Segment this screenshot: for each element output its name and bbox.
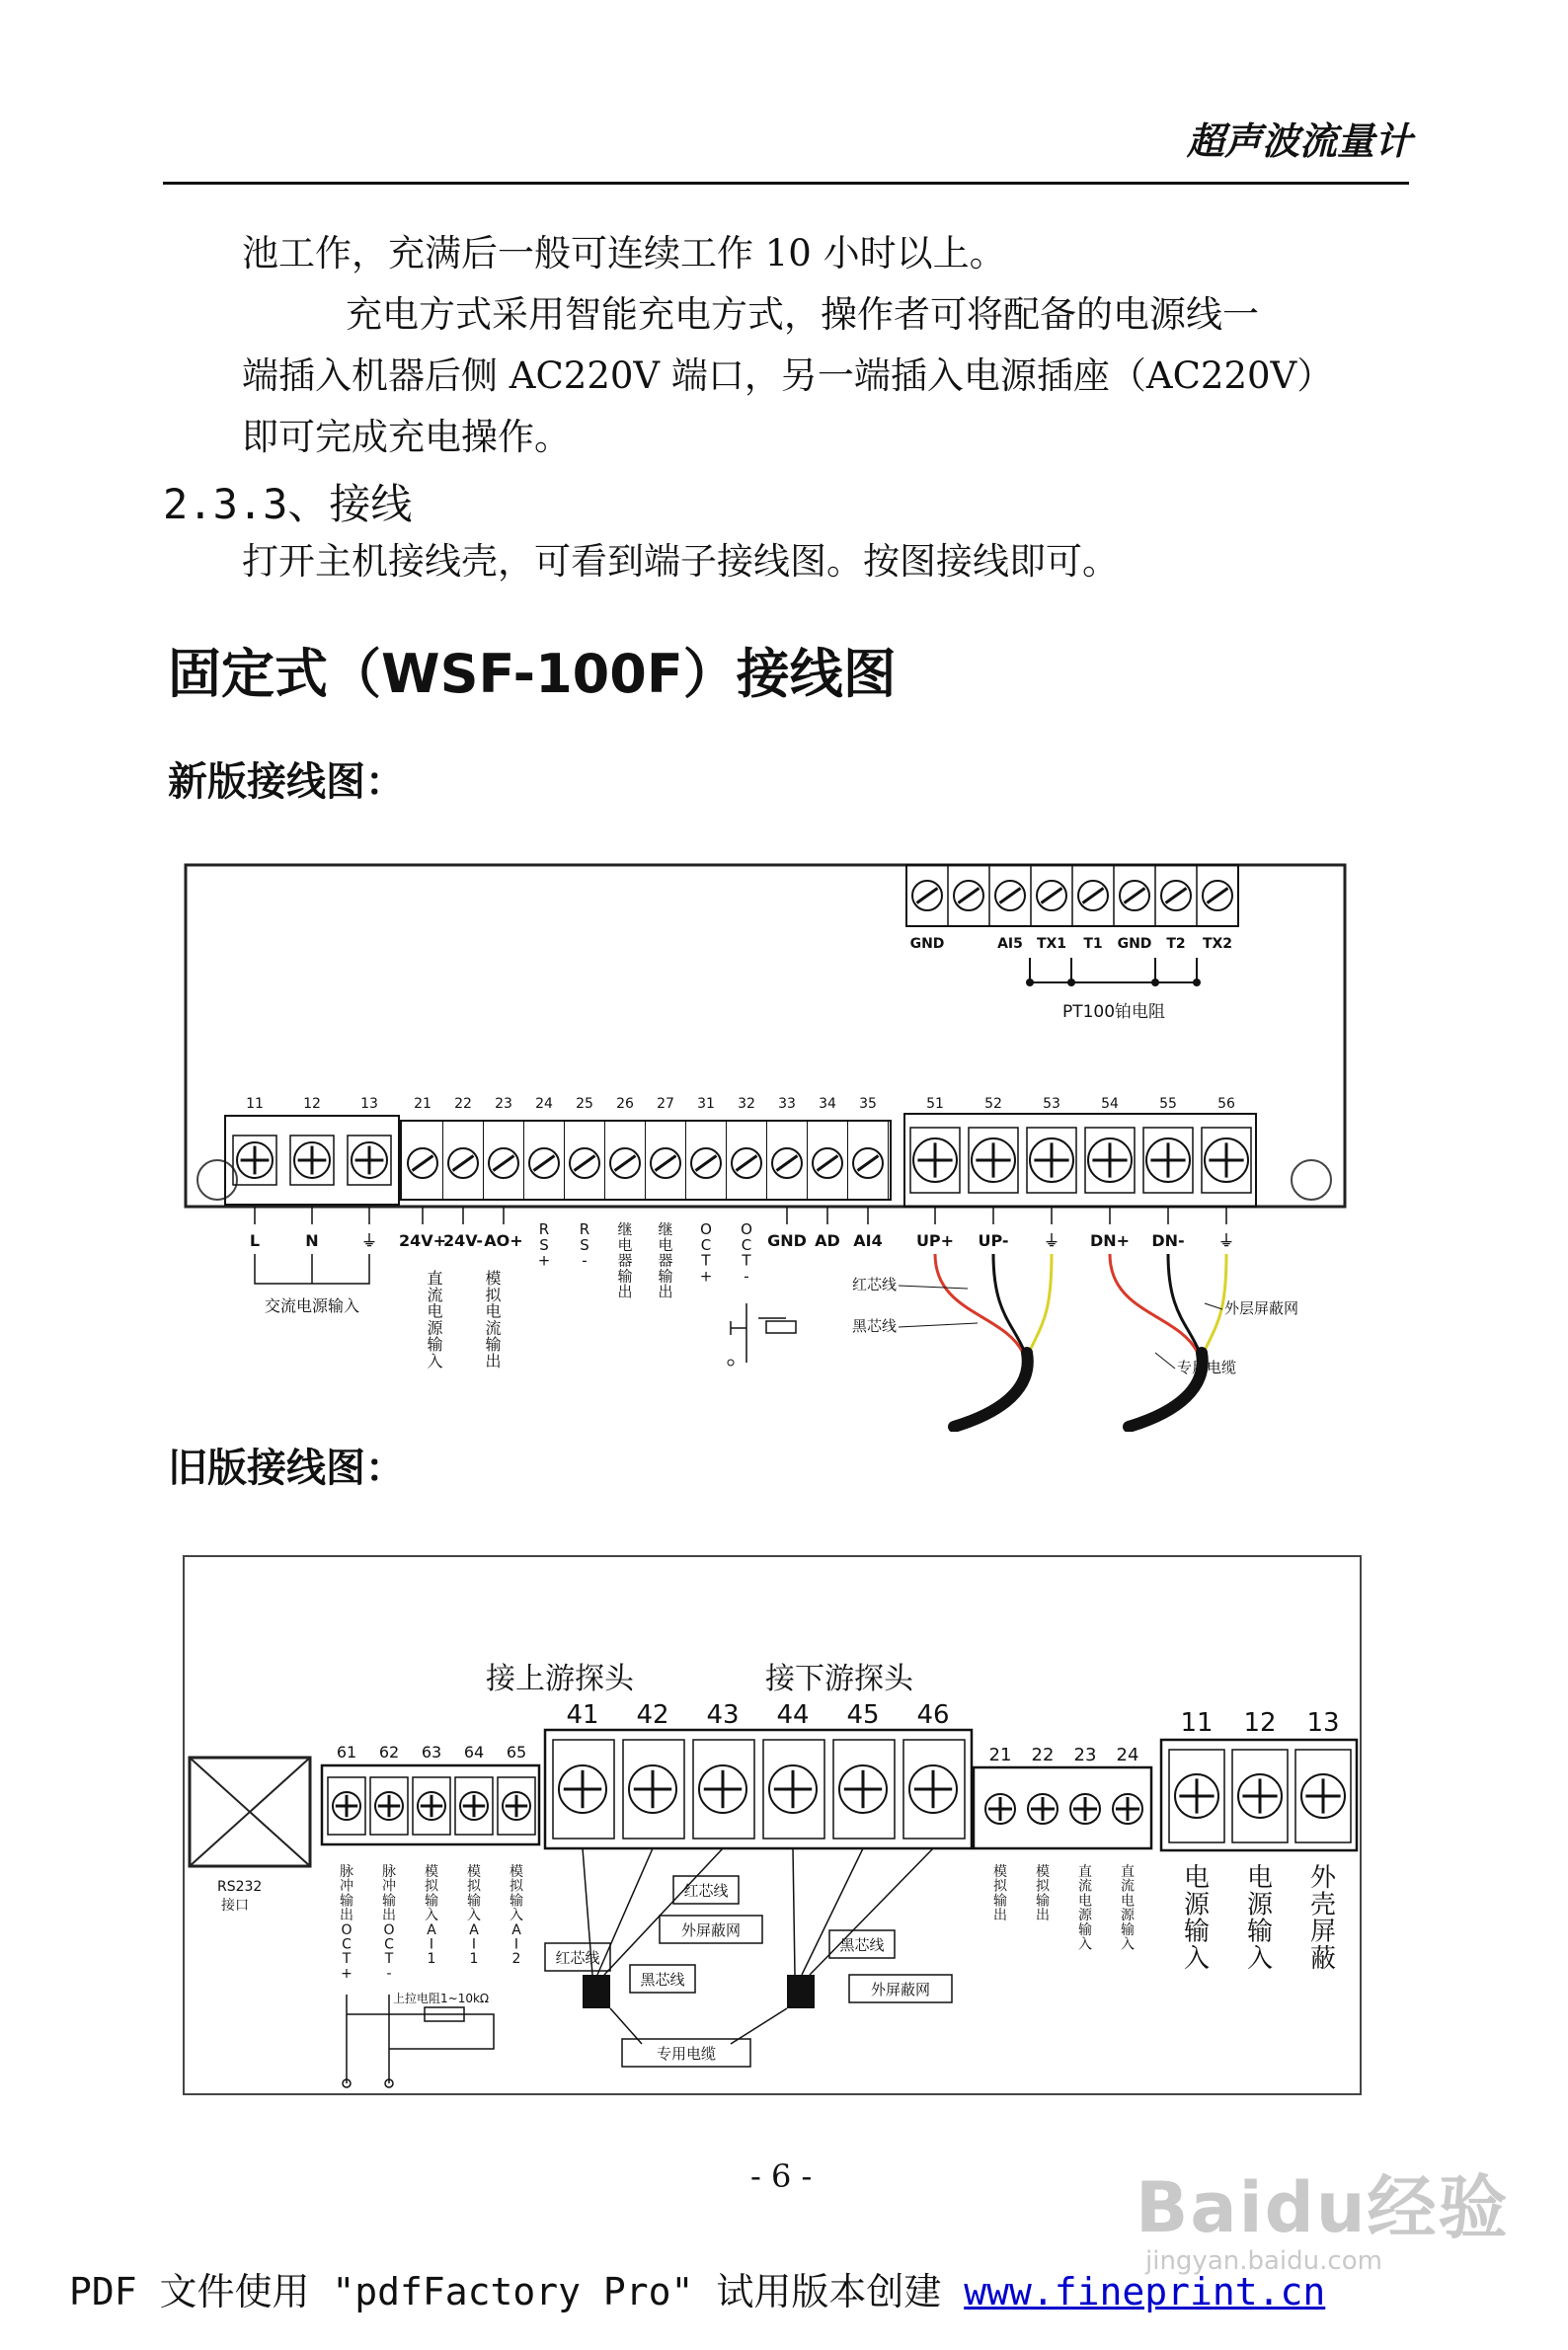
footer — [69, 2261, 1325, 2315]
top-screw-slot — [1042, 889, 1062, 903]
old-resistor-label: 上拉电阻1~10kΩ — [393, 1992, 490, 2005]
terminal-bottom-label: AI4 — [853, 1231, 883, 1250]
ao-output-label: 模拟电流输出 — [485, 1269, 502, 1371]
terminal-bottom-label: ⏚ — [1043, 1231, 1060, 1250]
terminal-bottom-label: ⏚ — [1217, 1231, 1235, 1250]
terminal-screw-slot — [737, 1156, 757, 1171]
old-left-number: 63 — [421, 1743, 442, 1762]
old-left-label: 脉冲输出 O C T - — [382, 1864, 396, 1982]
old-red-wire-label-2: 红芯线 — [683, 1882, 729, 1900]
old-wiring-diagram — [178, 1550, 1372, 2123]
old-mid-label: 直流电源输入 — [1121, 1864, 1135, 1953]
header-rule — [163, 182, 1409, 185]
old-downstream-wires — [793, 1848, 933, 1975]
old-power-label: 电源输入 — [1183, 1863, 1211, 1974]
old-mid-label: 直流电源输入 — [1078, 1864, 1092, 1953]
top-screw-slot — [1083, 889, 1104, 903]
new-diagram-title: 新版接线图： — [168, 759, 405, 805]
top-terminal-label: TX2 — [1202, 936, 1233, 952]
paragraph-3: 打开主机接线壳，可看到端子接线图。按图接线即可。 — [242, 540, 1119, 583]
top-screw-slot — [917, 889, 938, 903]
terminal-number: 54 — [1101, 1096, 1119, 1112]
rs-minus-label: R S - — [579, 1220, 590, 1270]
black-wire-label: 黑芯线 — [851, 1317, 897, 1335]
top-terminal-label: GND — [1117, 936, 1152, 952]
page-number: - 6 - — [750, 2157, 813, 2195]
paragraph-2b: 端插入机器后侧 AC220V 端口，另一端插入电源插座（AC220V） — [242, 354, 1334, 397]
watermark — [1136, 2153, 1510, 2276]
terminal-number: 55 — [1159, 1096, 1177, 1112]
dc-input-label: 直流电源输入 — [427, 1269, 443, 1371]
upstream-black-wire — [993, 1254, 1025, 1353]
old-probe-number: 43 — [706, 1700, 740, 1730]
paragraph-2c: 即可完成充电操作。 — [242, 416, 571, 458]
top-screw-slot — [1000, 889, 1021, 903]
old-probe-block — [545, 1730, 972, 1848]
pt100-label: PT100铂电阻 — [1061, 1002, 1166, 1022]
terminal-number: 24 — [535, 1096, 553, 1112]
terminal-bottom-label: 24V+ — [398, 1231, 447, 1250]
red-wire-label: 红芯线 — [851, 1276, 897, 1293]
terminal-number: 51 — [926, 1096, 944, 1112]
terminal-number: 52 — [984, 1096, 1002, 1112]
footer-text: PDF 文件使用 "pdfFactory Pro" 试用版本创建 — [69, 2270, 965, 2313]
terminal-screw-slot — [615, 1156, 636, 1171]
downstream-black-wire — [1168, 1254, 1200, 1353]
old-mid-label: 模拟输出 — [993, 1864, 1007, 1924]
top-terminal-label: T2 — [1166, 936, 1186, 952]
terminal-screw-slot — [534, 1156, 555, 1171]
terminal-bottom-label: AO+ — [484, 1231, 523, 1250]
relay-output-label-2: 继电器输出 — [658, 1220, 673, 1300]
pt100-node — [1026, 979, 1034, 986]
top-terminal-label: AI5 — [997, 936, 1023, 952]
pt100-node — [1151, 979, 1159, 986]
old-mid-number: 22 — [1031, 1745, 1055, 1765]
top-screw-slot — [1208, 889, 1228, 903]
terminal-bottom-label: L — [249, 1231, 261, 1250]
new-board-outline — [186, 865, 1345, 1207]
downstream-red-wire — [1110, 1254, 1198, 1353]
terminal-number: 23 — [495, 1096, 512, 1112]
old-probe-number: 44 — [776, 1700, 810, 1730]
terminal-number: 22 — [454, 1096, 472, 1112]
old-mid-number: 21 — [988, 1745, 1012, 1765]
old-black-wire-label: 黑芯线 — [640, 1971, 685, 1989]
old-mid-number: 23 — [1073, 1745, 1097, 1765]
oct-node — [728, 1360, 734, 1366]
cable-pointer — [1155, 1353, 1175, 1369]
terminal-number: 33 — [778, 1096, 796, 1112]
old-shield-label: 外屏蔽网 — [680, 1921, 742, 1939]
black-wire-pointer — [899, 1323, 978, 1327]
old-upstream-connector — [583, 1975, 610, 2008]
relay-output-label-1: 继电器输出 — [617, 1220, 633, 1300]
terminal-screw-slot — [777, 1156, 798, 1171]
old-shield-label-2: 外屏蔽网 — [870, 1981, 931, 1998]
old-upstream-wires — [583, 1848, 723, 1975]
terminal-bottom-label: 24V- — [442, 1231, 484, 1250]
pt100-node — [1193, 979, 1201, 986]
old-downstream-connector — [787, 1975, 815, 2008]
ac-input-bracket — [255, 1254, 369, 1284]
upstream-red-wire — [935, 1254, 1023, 1353]
old-left-number: 64 — [463, 1743, 485, 1762]
old-left-label: 脉冲输出 O C T + — [340, 1864, 353, 1982]
terminal-screw-slot — [656, 1156, 676, 1171]
terminal-number: 32 — [738, 1096, 755, 1112]
old-mid-number: 24 — [1116, 1745, 1139, 1765]
terminal-number: 53 — [1043, 1096, 1060, 1112]
upstream-cable — [954, 1353, 1028, 1427]
terminal-bottom-label: N — [305, 1231, 319, 1250]
oct-minus-label: O C T - — [741, 1220, 752, 1286]
old-diagram-title: 旧版接线图： — [168, 1446, 405, 1491]
old-probe-number: 41 — [566, 1700, 599, 1730]
downstream-shield-wire — [1204, 1254, 1226, 1353]
old-power-label: 电源输入 — [1246, 1863, 1274, 1974]
old-black-wire-label-2: 黑芯线 — [839, 1936, 885, 1954]
new-wiring-diagram — [178, 849, 1363, 1432]
top-screw-slot — [1125, 889, 1145, 903]
old-left-label: 模拟输入 A I 2 — [510, 1864, 523, 1968]
old-power-label: 外壳屏蔽 — [1309, 1863, 1337, 1974]
old-pullup-circuit — [347, 1995, 494, 2083]
terminal-bottom-label: AD — [815, 1231, 840, 1250]
rs232-label: RS232 — [217, 1879, 263, 1895]
terminal-number: 13 — [360, 1096, 378, 1112]
upstream-shield-wire — [1029, 1254, 1052, 1353]
pt100-wires — [1030, 958, 1197, 982]
oct-plus-label: O C T + — [699, 1220, 713, 1286]
cable-label: 专用电缆 — [1177, 1359, 1237, 1376]
terminal-bottom-label: UP+ — [915, 1231, 955, 1250]
mount-hole-left — [197, 1160, 237, 1200]
old-power-number: 12 — [1243, 1708, 1277, 1738]
header-title: 超声波流量计 — [1186, 119, 1412, 163]
terminal-number: 21 — [414, 1096, 431, 1112]
red-wire-pointer — [899, 1286, 968, 1289]
terminal-bottom-label: DN+ — [1089, 1231, 1131, 1250]
top-screw-slot — [959, 889, 980, 903]
top-terminal-label: TX1 — [1036, 936, 1067, 952]
section-heading: 2.3.3、接线 — [163, 480, 413, 528]
terminal-bottom-label: GND — [767, 1231, 807, 1250]
terminal-screw-slot — [494, 1156, 514, 1171]
pt100-node — [1067, 979, 1075, 986]
old-power-number: 13 — [1306, 1708, 1340, 1738]
paragraph-2a: 充电方式采用智能充电方式，操作者可将配备的电源线一 — [346, 293, 1259, 336]
terminal-number: 27 — [657, 1096, 674, 1112]
paragraph-1: 池工作，充满后一般可连续工作 10 小时以上。 — [242, 232, 1006, 274]
terminal-number: 31 — [697, 1096, 715, 1112]
rs232-label-2: 接口 — [221, 1898, 249, 1914]
old-red-wire-label: 红芯线 — [555, 1949, 600, 1967]
terminal-screw-slot — [696, 1156, 717, 1171]
old-left-label: 模拟输入 A I 1 — [467, 1864, 481, 1968]
watermark-logo: Baidu经验 — [1136, 2167, 1510, 2248]
terminal-number: 35 — [859, 1096, 877, 1112]
shield-pointer — [1205, 1303, 1222, 1309]
terminal-bottom-label: DN- — [1151, 1231, 1185, 1250]
terminal-screw-slot — [818, 1156, 838, 1171]
old-probe-number: 46 — [916, 1700, 950, 1730]
old-power-number: 11 — [1180, 1708, 1214, 1738]
footer-link[interactable]: www.fineprint.cn — [964, 2270, 1326, 2313]
old-probe-number: 45 — [846, 1700, 880, 1730]
shield-label: 外层屏蔽网 — [1224, 1299, 1299, 1317]
old-left-number: 61 — [336, 1743, 357, 1762]
up-probe-label: 接上游探头 — [486, 1662, 634, 1696]
old-left-label: 模拟输入 A I 1 — [425, 1864, 438, 1968]
terminal-number: 26 — [616, 1096, 634, 1112]
terminal-screw-slot — [453, 1156, 474, 1171]
terminal-bottom-label: ⏚ — [360, 1231, 378, 1250]
old-left-number: 62 — [378, 1743, 400, 1762]
diagram-main-title: 固定式（WSF-100F）接线图 — [168, 643, 897, 705]
old-cable-label: 专用电缆 — [656, 2045, 717, 2063]
terminal-bottom-label: UP- — [978, 1231, 1009, 1250]
old-mid-label: 模拟输出 — [1036, 1864, 1050, 1924]
terminal-number: 56 — [1217, 1096, 1235, 1112]
terminal-number: 12 — [303, 1096, 321, 1112]
old-left-number: 65 — [506, 1743, 527, 1762]
top-terminal-label: GND — [909, 936, 945, 952]
top-screw-slot — [1166, 889, 1187, 903]
watermark-url: jingyan.baidu.com — [1145, 2246, 1382, 2276]
terminal-screw-slot — [413, 1156, 433, 1171]
mount-hole-right — [1292, 1160, 1331, 1200]
old-probe-number: 42 — [636, 1700, 669, 1730]
terminal-number: 11 — [246, 1096, 264, 1112]
ac-input-label: 交流电源输入 — [264, 1296, 360, 1315]
oct-resistor — [766, 1321, 796, 1333]
down-probe-label: 接下游探头 — [765, 1662, 913, 1696]
terminal-screw-slot — [858, 1156, 879, 1171]
terminal-screw-slot — [575, 1156, 595, 1171]
terminal-number: 34 — [819, 1096, 836, 1112]
terminal-number: 25 — [576, 1096, 593, 1112]
top-terminal-label: T1 — [1083, 936, 1103, 952]
rs-plus-label: R S + — [537, 1220, 551, 1270]
